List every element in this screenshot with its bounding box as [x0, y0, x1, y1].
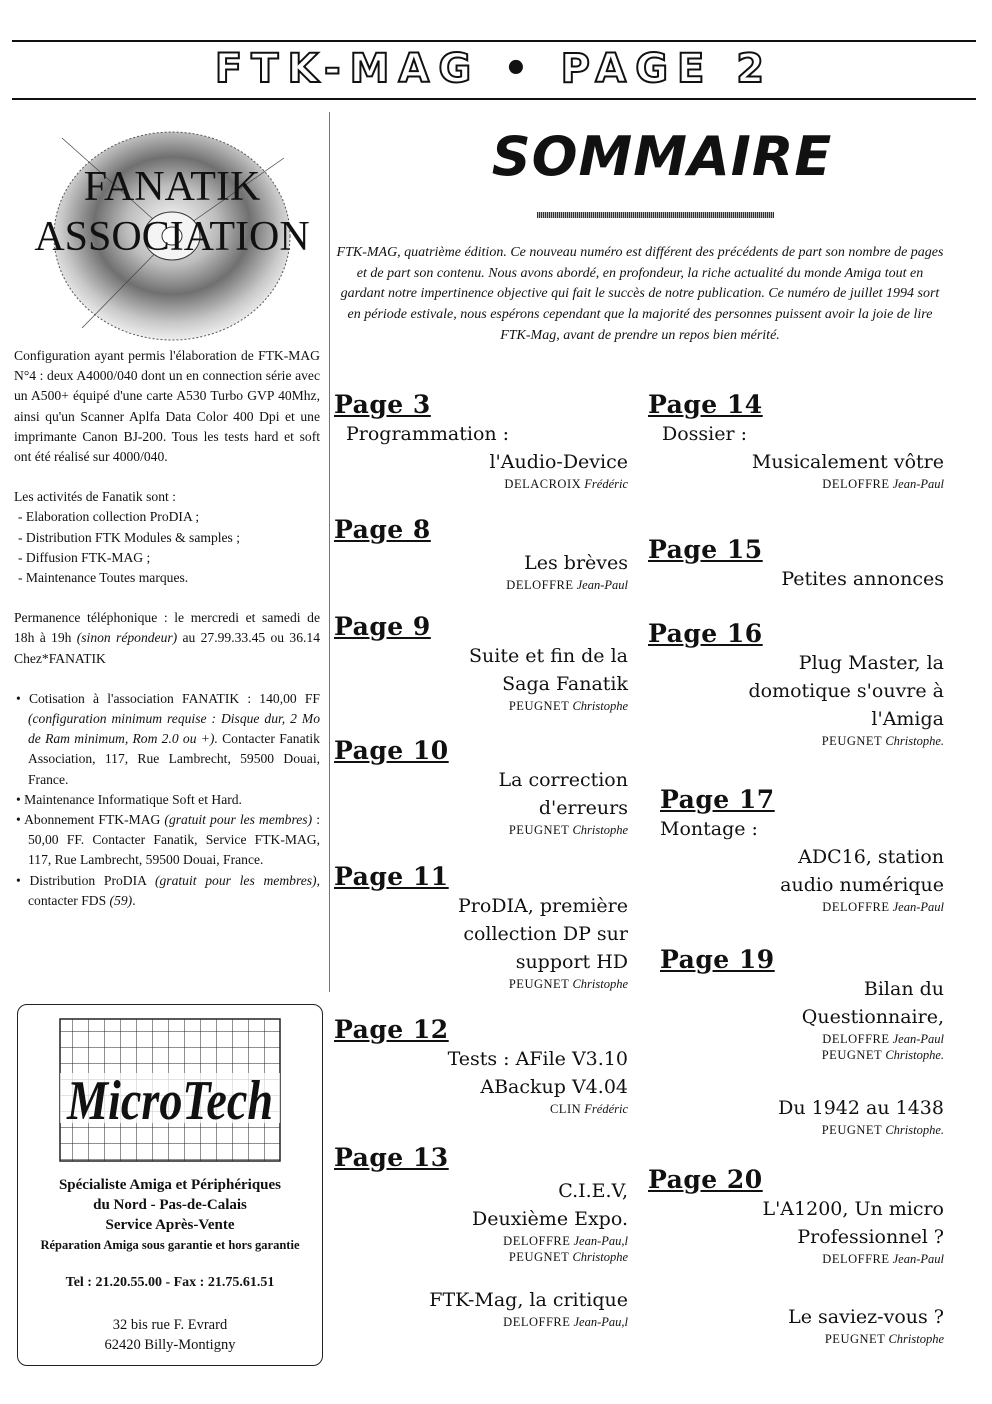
ad-line-4: Réparation Amiga sous garantie et hors garantie: [40, 1238, 300, 1252]
toc-entry-page-9: [334, 612, 628, 714]
author-firstname: Christophe.: [882, 1123, 944, 1137]
toc-entry-page-14: [648, 390, 944, 492]
bullet-text: • Cotisation à l'association FANATIK : 140,00 FF: [16, 690, 320, 706]
author-surname: DELOFFRE: [503, 1315, 571, 1329]
activities-title: Les activités de Fanatik sont :: [14, 489, 176, 505]
author-surname: PEUGNET: [821, 734, 883, 748]
bullet-text: , contacter FDS: [28, 872, 320, 908]
entry-author: [660, 1047, 944, 1063]
intro-paragraph: FTK-MAG, quatrième édition. Ce nouveau numéro est différent des précédents de part son nombre de pages et de part son contenu. Nous avons abordé, en profondeur, la riche actualité du monde Amiga tout en gardant notre impertinence objective qui fait le succès de notre publication. Ce numéro de juillet 1994 sort en période estivale, nous espérons cependant que la majorité des personnes puissent avoir la joie de lire FTK-Mag, avant de prendre un repos bien mérité.: [336, 245, 944, 343]
toc-entry-page-16: [648, 619, 944, 749]
entry-title: support HD: [515, 951, 628, 973]
page-number: Page 12: [334, 1015, 449, 1044]
toc-entry-page-19: [660, 945, 944, 1063]
author-firstname: Christophe: [569, 823, 628, 837]
bullet-text: : 50,00 FF. Contacter Fanatik, Service FTK-MAG, 117, Rue Lambrecht, 59500 Douai, France.: [28, 812, 320, 868]
author-firstname: Jean-Paul: [889, 477, 944, 491]
bullet-abonnement: [14, 810, 320, 871]
microtech-logo-text: MicroTech: [66, 1070, 273, 1132]
entry-title: Montage :: [660, 818, 758, 840]
page-number: Page 3: [334, 390, 431, 419]
activity-item: - Diffusion FTK-MAG ;: [18, 549, 151, 565]
toc-entry-page-15: [648, 535, 944, 593]
page-number: Page 13: [334, 1143, 449, 1172]
entry-title: Les brèves: [524, 552, 628, 574]
entry-author: [660, 1031, 944, 1047]
entry-author: [334, 1101, 628, 1117]
entry-author: [334, 1233, 628, 1249]
page-number: Page 17: [660, 785, 775, 814]
logo-line-2: ASSOCIATION: [34, 214, 310, 260]
bullet-text: • Distribution ProDIA: [16, 872, 155, 888]
entry-title: Bilan du: [863, 978, 944, 1000]
entry-author: [334, 1249, 628, 1265]
column-divider: [329, 112, 330, 992]
entry-author: [648, 733, 944, 749]
author-surname: DELOFFRE: [822, 1252, 890, 1266]
entry-title: d'erreurs: [538, 797, 628, 819]
ad-phone: Tel : 21.20.55.00 - Fax : 21.75.61.51: [65, 1275, 275, 1290]
toc-entry-page-20: [648, 1165, 944, 1267]
entry-title: Le saviez-vous ?: [788, 1306, 944, 1328]
bullet-italic: (configuration minimum requise : Disque dur, 2 Mo de Ram minimum, Rom 2.0 ou +).: [28, 711, 320, 747]
toc-entry-critique: [334, 1286, 628, 1330]
page-number: Page 9: [334, 612, 431, 641]
microtech-logo: [40, 1015, 300, 1165]
author-surname: PEUGNET: [824, 1332, 886, 1346]
entry-title: audio numérique: [780, 874, 944, 896]
masthead-left: FTK-MAG: [214, 46, 481, 92]
entry-title: Musicalement vôtre: [751, 451, 944, 473]
entry-title: ADC16, station: [798, 846, 944, 868]
entry-title: C.I.E.V,: [558, 1180, 628, 1202]
activity-item: - Elaboration collection ProDIA ;: [18, 509, 200, 525]
permanence-b: (sinon répondeur): [76, 630, 178, 646]
author-firstname: Jean-Paul: [889, 1252, 944, 1266]
toc-entry-page-12: [334, 1015, 628, 1117]
entry-title: Tests : AFile V3.10: [447, 1048, 628, 1070]
toc-entry-page-11: [334, 862, 628, 992]
page-number: Page 16: [648, 619, 763, 648]
entry-title: ABackup V4.04: [480, 1076, 628, 1098]
author-surname: PEUGNET: [821, 1048, 883, 1062]
page-number: Page 10: [334, 736, 449, 765]
entry-title: Programmation :: [346, 423, 510, 445]
ad-address-1: 32 bis rue F. Evrard: [112, 1317, 228, 1333]
entry-author: [334, 822, 628, 838]
microtech-ad: [17, 1004, 323, 1366]
bullet-text: • Abonnement FTK-MAG: [16, 812, 165, 828]
entry-title: Plug Master, la: [798, 652, 944, 674]
author-surname: DELOFFRE: [503, 1234, 571, 1248]
toc-entry-page-13: [334, 1143, 628, 1265]
toc-entry-saviez-vous: [648, 1303, 944, 1347]
author-firstname: Jean-Pau,l: [570, 1234, 628, 1248]
title-hatch: [537, 212, 774, 218]
author-firstname: Jean-Pau,l: [570, 1315, 628, 1329]
entry-title: La correction: [498, 769, 628, 791]
toc-entry-page-17: [660, 785, 944, 915]
author-firstname: Christophe: [569, 1250, 628, 1264]
entry-title: l'Amiga: [871, 708, 944, 730]
entry-author: [648, 1251, 944, 1267]
entry-author: [648, 1331, 944, 1347]
entry-author: [334, 577, 628, 593]
entry-author: [334, 976, 628, 992]
ad-address-2: 62420 Billy-Montigny: [104, 1337, 236, 1353]
author-firstname: Christophe.: [882, 1048, 944, 1062]
author-firstname: Jean-Paul: [573, 578, 628, 592]
masthead-right: PAGE 2: [560, 46, 774, 92]
toc-entry-page-8: [334, 515, 628, 593]
bullet-distribution: [14, 871, 320, 911]
page-number: Page 20: [648, 1165, 763, 1194]
author-firstname: Jean-Paul: [889, 900, 944, 914]
ad-line-1: Spécialiste Amiga et Périphériques: [58, 1177, 282, 1193]
entry-title: Petites annonces: [781, 568, 944, 590]
ad-line-3: Service Après-Vente: [105, 1217, 235, 1233]
bullet-text: Contacter Fanatik Association, 117, Rue Lambrecht, 59500 Douai, France.: [28, 731, 320, 787]
entry-title: Dossier :: [662, 423, 748, 445]
activity-item: - Distribution FTK Modules & samples ;: [18, 529, 241, 545]
author-surname: PEUGNET: [508, 977, 570, 991]
bullet-cotisation: [14, 689, 320, 790]
author-firstname: Frédéric: [581, 477, 628, 491]
masthead-dot: •: [503, 46, 538, 92]
activity-item: - Maintenance Toutes marques.: [18, 570, 189, 586]
author-firstname: Jean-Paul: [889, 1032, 944, 1046]
config-paragraph: Configuration ayant permis l'élaboration de FTK-MAG N°4 : deux A4000/040 dont un en connection série avec un A500+ équipé d'une carte A530 Turbo GVP 40Mhz, ainsi qu'un Scanner Aplfa Data Color 400 Dpi et une imprimante Canon BJ-200. Tous les tests hard et soft ont été réalisé sur 4000/040.: [14, 348, 320, 465]
entry-author: [648, 476, 944, 492]
bullet-italic: (59): [109, 892, 133, 908]
page-number: Page 14: [648, 390, 763, 419]
masthead: [12, 44, 976, 94]
page-number: Page 19: [660, 945, 775, 974]
page-number: Page 8: [334, 515, 431, 544]
toc-entry-1942: [660, 1094, 944, 1138]
author-surname: DELOFFRE: [822, 1032, 890, 1046]
bullet-text: .: [132, 892, 136, 908]
author-surname: CLIN: [549, 1102, 582, 1116]
entry-title: Saga Fanatik: [502, 673, 628, 695]
sommaire-title: SOMMAIRE: [491, 125, 833, 188]
author-firstname: Christophe: [885, 1332, 944, 1346]
author-surname: DELOFFRE: [506, 578, 574, 592]
author-firstname: Christophe: [569, 977, 628, 991]
permanence-c: au 27.99.33.45 ou 36.14 Chez*FANATIK: [14, 630, 320, 666]
entry-author: [660, 899, 944, 915]
bullet-italic: (gratuit pour les membres): [154, 872, 317, 888]
fanatik-logo: [22, 118, 312, 343]
entry-title: Suite et fin de la: [469, 645, 628, 667]
permanence-a: Permanence téléphonique : le mercredi et samedi de 18h à 19h: [14, 610, 320, 646]
entry-title: FTK-Mag, la critique: [429, 1289, 628, 1311]
page-number: Page 11: [334, 862, 449, 891]
entry-author: [334, 1314, 628, 1330]
entry-title: Deuxième Expo.: [472, 1208, 628, 1230]
entry-title: collection DP sur: [463, 923, 628, 945]
entry-title: L'A1200, Un micro: [762, 1198, 944, 1220]
author-surname: DELOFFRE: [822, 477, 890, 491]
entry-title: ProDIA, première: [458, 895, 628, 917]
entry-author: [334, 476, 628, 492]
author-surname: PEUGNET: [821, 1123, 883, 1137]
bottom-rule: [12, 98, 976, 100]
author-surname: PEUGNET: [508, 699, 570, 713]
bullet-maintenance: • Maintenance Informatique Soft et Hard.: [16, 791, 242, 807]
entry-title: Du 1942 au 1438: [778, 1097, 944, 1119]
entry-title: Questionnaire,: [801, 1006, 944, 1028]
left-column: [14, 346, 320, 911]
author-firstname: Frédéric: [581, 1102, 628, 1116]
entry-title: l'Audio-Device: [489, 451, 628, 473]
entry-author: [660, 1122, 944, 1138]
entry-author: [334, 698, 628, 714]
author-surname: DELOFFRE: [822, 900, 890, 914]
author-surname: PEUGNET: [508, 1250, 570, 1264]
ad-line-2: du Nord - Pas-de-Calais: [93, 1197, 247, 1213]
permanence-paragraph: [14, 608, 320, 669]
bullet-italic: (gratuit pour les membres): [164, 812, 313, 828]
entry-title: domotique s'ouvre à: [748, 680, 944, 702]
author-firstname: Christophe.: [882, 734, 944, 748]
author-surname: DELACROIX: [504, 477, 582, 491]
author-surname: PEUGNET: [508, 823, 570, 837]
toc-entry-page-3: [334, 390, 628, 492]
toc-entry-page-10: [334, 736, 628, 838]
top-rule: [12, 40, 976, 42]
entry-title: Professionnel ?: [797, 1226, 944, 1248]
logo-line-1: FANATIK: [83, 164, 261, 210]
author-firstname: Christophe: [569, 699, 628, 713]
page-number: Page 15: [648, 535, 763, 564]
